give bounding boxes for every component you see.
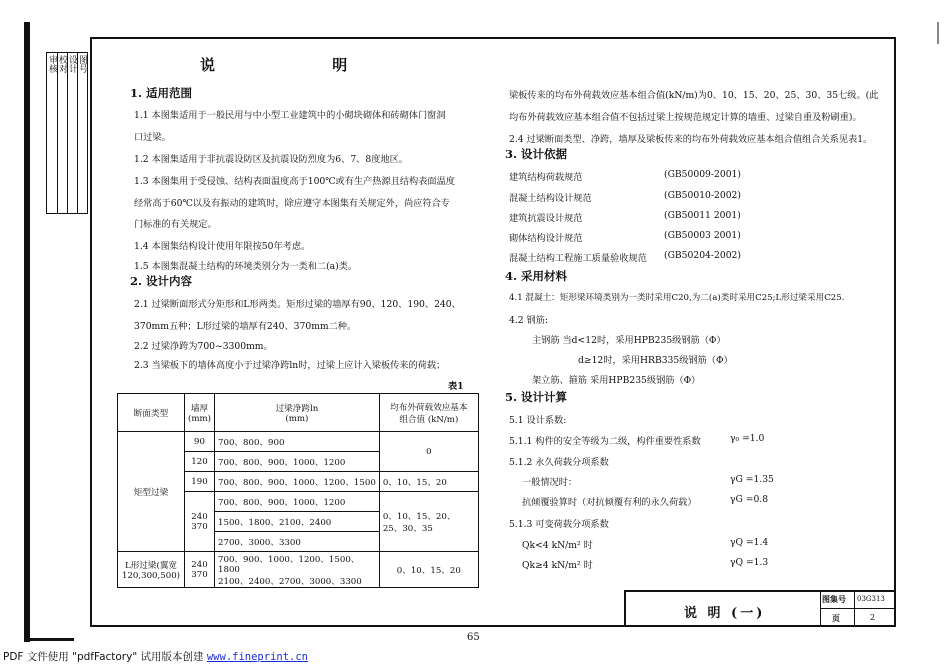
body-line: 4.1 混凝土：矩形梁环境类别为一类时采用C20,为二(a)类时采用C25;L形过梁采用C25.: [509, 293, 845, 303]
page-number: 65: [467, 632, 480, 643]
section-heading: 1. 适用范围: [130, 86, 193, 100]
table-header: 过梁净跨ln (mm): [215, 394, 380, 432]
body-line: 1.2 本图集适用于非抗震设防区及抗震设防烈度为6、7、8度地区。: [134, 154, 408, 165]
body-line: 2.4 过梁断面类型、净跨，墙厚及梁板传来的均布外荷载效应基本组合值组合关系见表1。: [509, 134, 873, 145]
table-cell: 240 370: [185, 492, 215, 552]
stamp-text: 校对: [57, 55, 67, 73]
title-block: [624, 590, 896, 627]
body-line: Qk<4 kN/m² 时: [522, 540, 593, 551]
table-cell: 120: [185, 452, 215, 472]
table-cell: 700、800、900: [215, 432, 380, 452]
body-line: 抗倾覆验算时（对抗倾覆有利的永久荷载）: [522, 497, 697, 508]
table-cell: 700、800、900、1000、1200: [215, 492, 380, 512]
table-cell: 0: [379, 432, 478, 472]
footer-link[interactable]: www.fineprint.cn: [206, 651, 309, 663]
body-line: 5.1.2 永久荷载分项系数: [509, 457, 609, 468]
section-heading: 2. 设计内容: [130, 274, 193, 288]
table-cell: 240 370: [185, 552, 215, 588]
body-line: 5.1.3 可变荷载分项系数: [509, 519, 609, 530]
table-header: 墙厚 (mm): [185, 394, 215, 432]
section-heading: 3. 设计依据: [505, 147, 568, 161]
code-number: (GB50204-2002): [664, 250, 741, 261]
coefficient-value: γ₀ =1.0: [730, 433, 765, 444]
body-line: 门标准的有关规定。: [134, 219, 217, 230]
footer-text: PDF 文件使用 "pdfFactory" 试用版本创建: [3, 651, 207, 663]
code-name: 建筑抗震设计规范: [509, 213, 583, 224]
body-line: 1.4 本图集结构设计使用年限按50年考虑。: [134, 241, 311, 252]
table-cell: 0、10、15、20、 25、30、35: [379, 492, 478, 552]
coefficient-value: γG =0.8: [730, 494, 769, 505]
body-line: 2.3 当梁板下的墙体高度小于过梁净跨ln时，过梁上应计入梁板传来的荷载；: [134, 360, 446, 371]
body-line: d≥12时，采用HRB335级钢筋（Φ）: [578, 355, 733, 366]
body-line: 经常高于60℃以及有振动的建筑时，除应遵守本图集有关规定外，尚应符合专: [134, 198, 450, 209]
coefficient-value: γG =1.35: [730, 474, 774, 485]
body-line: 一般情况时：: [522, 477, 578, 488]
body-line: 2.1 过梁断面形式分矩形和L形两类。矩形过梁的墙厚有90、120、190、240、: [134, 299, 461, 310]
atlas-label: 图集号: [822, 594, 846, 604]
table-caption: 表1: [448, 381, 464, 392]
body-line: 1.5 本图集混凝土结构的环境类别分为一类和二(a)类。: [134, 261, 358, 272]
body-line: 1.1 本图集适用于一般民用与中小型工业建筑中的小砌块砌体和砖砌体门窗洞: [134, 110, 446, 121]
table-cell: 0、10、15、20: [379, 552, 478, 588]
body-line: 梁板传来的均布外荷载效应基本组合值(kN/m)为0、10、15、20、25、30、35七级。(此: [509, 90, 879, 101]
sheet-page-number: 2: [870, 613, 876, 622]
page-label: 页: [832, 613, 840, 623]
table-cell: 700、900、1000、1200、1500、1800 2100、2400、2700、3000、3300: [215, 552, 380, 588]
code-name: 混凝土结构工程施工质量验收规范: [509, 253, 647, 264]
table-cell: 0、10、15、20: [379, 472, 478, 492]
body-line: 5.1.1 构件的安全等级为二级，构件重要性系数: [509, 436, 701, 447]
table-cell: 700、800、900、1000、1200: [215, 452, 380, 472]
stamp-text: 审核: [47, 55, 57, 73]
body-line: 4.2 钢筋:: [509, 315, 549, 326]
body-line: 口过梁。: [134, 132, 171, 143]
edge-mark: [937, 22, 939, 44]
sheet-title: 说 明 (一): [684, 606, 766, 621]
section-heading: 4. 采用材料: [505, 269, 568, 283]
code-number: (GB50011 2001): [664, 210, 741, 221]
table-header: 均布外荷载效应基本 组合值 (kN/m): [379, 394, 478, 432]
table-cell: 700、800、900、1000、1200、1500: [215, 472, 380, 492]
code-number: (GB50010-2002): [664, 190, 741, 201]
code-name: 砌体结构设计规范: [509, 233, 583, 244]
span-table: [117, 393, 479, 588]
code-name: 建筑结构荷载规范: [509, 172, 583, 183]
corner-mark: [24, 638, 74, 641]
stamp-text: 设计: [67, 55, 77, 73]
table-row: [118, 432, 479, 452]
body-line: 5.1 设计系数:: [509, 415, 567, 426]
coefficient-value: γQ =1.3: [730, 557, 769, 568]
table-cell: 190: [185, 472, 215, 492]
atlas-number: 03G313: [857, 595, 885, 603]
code-name: 混凝土结构设计规范: [509, 193, 592, 204]
table-cell: 2700、3000、3300: [215, 532, 380, 552]
table-header: 断面类型: [118, 394, 185, 432]
left-binding-bar: [24, 22, 30, 642]
stamp-text: 图号: [77, 55, 87, 73]
code-number: (GB50003 2001): [664, 230, 741, 241]
body-line: 2.2 过梁净跨为700~3300mm。: [134, 341, 273, 352]
table-cell: 1500、1800、2100、2400: [215, 512, 380, 532]
table-cell: 90: [185, 432, 215, 452]
coefficient-value: γQ =1.4: [730, 537, 769, 548]
body-line: 主钢筋 当d<12时，采用HPB235级钢筋（Φ）: [532, 335, 726, 346]
page-title: 说 明: [200, 56, 404, 74]
row-label: 矩型过梁: [118, 432, 185, 552]
body-line: 均布外荷载效应基本组合值不包括过梁上按规范规定计算的墙重、过梁自重及粉刷重)。: [509, 112, 862, 123]
code-number: (GB50009-2001): [664, 169, 741, 180]
approval-stamp: [46, 52, 88, 214]
body-line: 架立筋、箍筋 采用HPB235级钢筋（Φ）: [532, 375, 701, 386]
section-heading: 5. 设计计算: [505, 390, 568, 404]
row-label: L形过梁(翼宽 120,300,500): [118, 552, 185, 588]
footer: [3, 649, 308, 664]
body-line: Qk≥4 kN/m² 时: [522, 560, 593, 571]
body-line: 370mm五种；L形过梁的墙厚有240、370mm二种。: [134, 321, 357, 332]
table-row: [118, 552, 479, 588]
body-line: 1.3 本图集用于受侵蚀、结构表面温度高于100℃或有生产热源且结构表面温度: [134, 176, 455, 187]
